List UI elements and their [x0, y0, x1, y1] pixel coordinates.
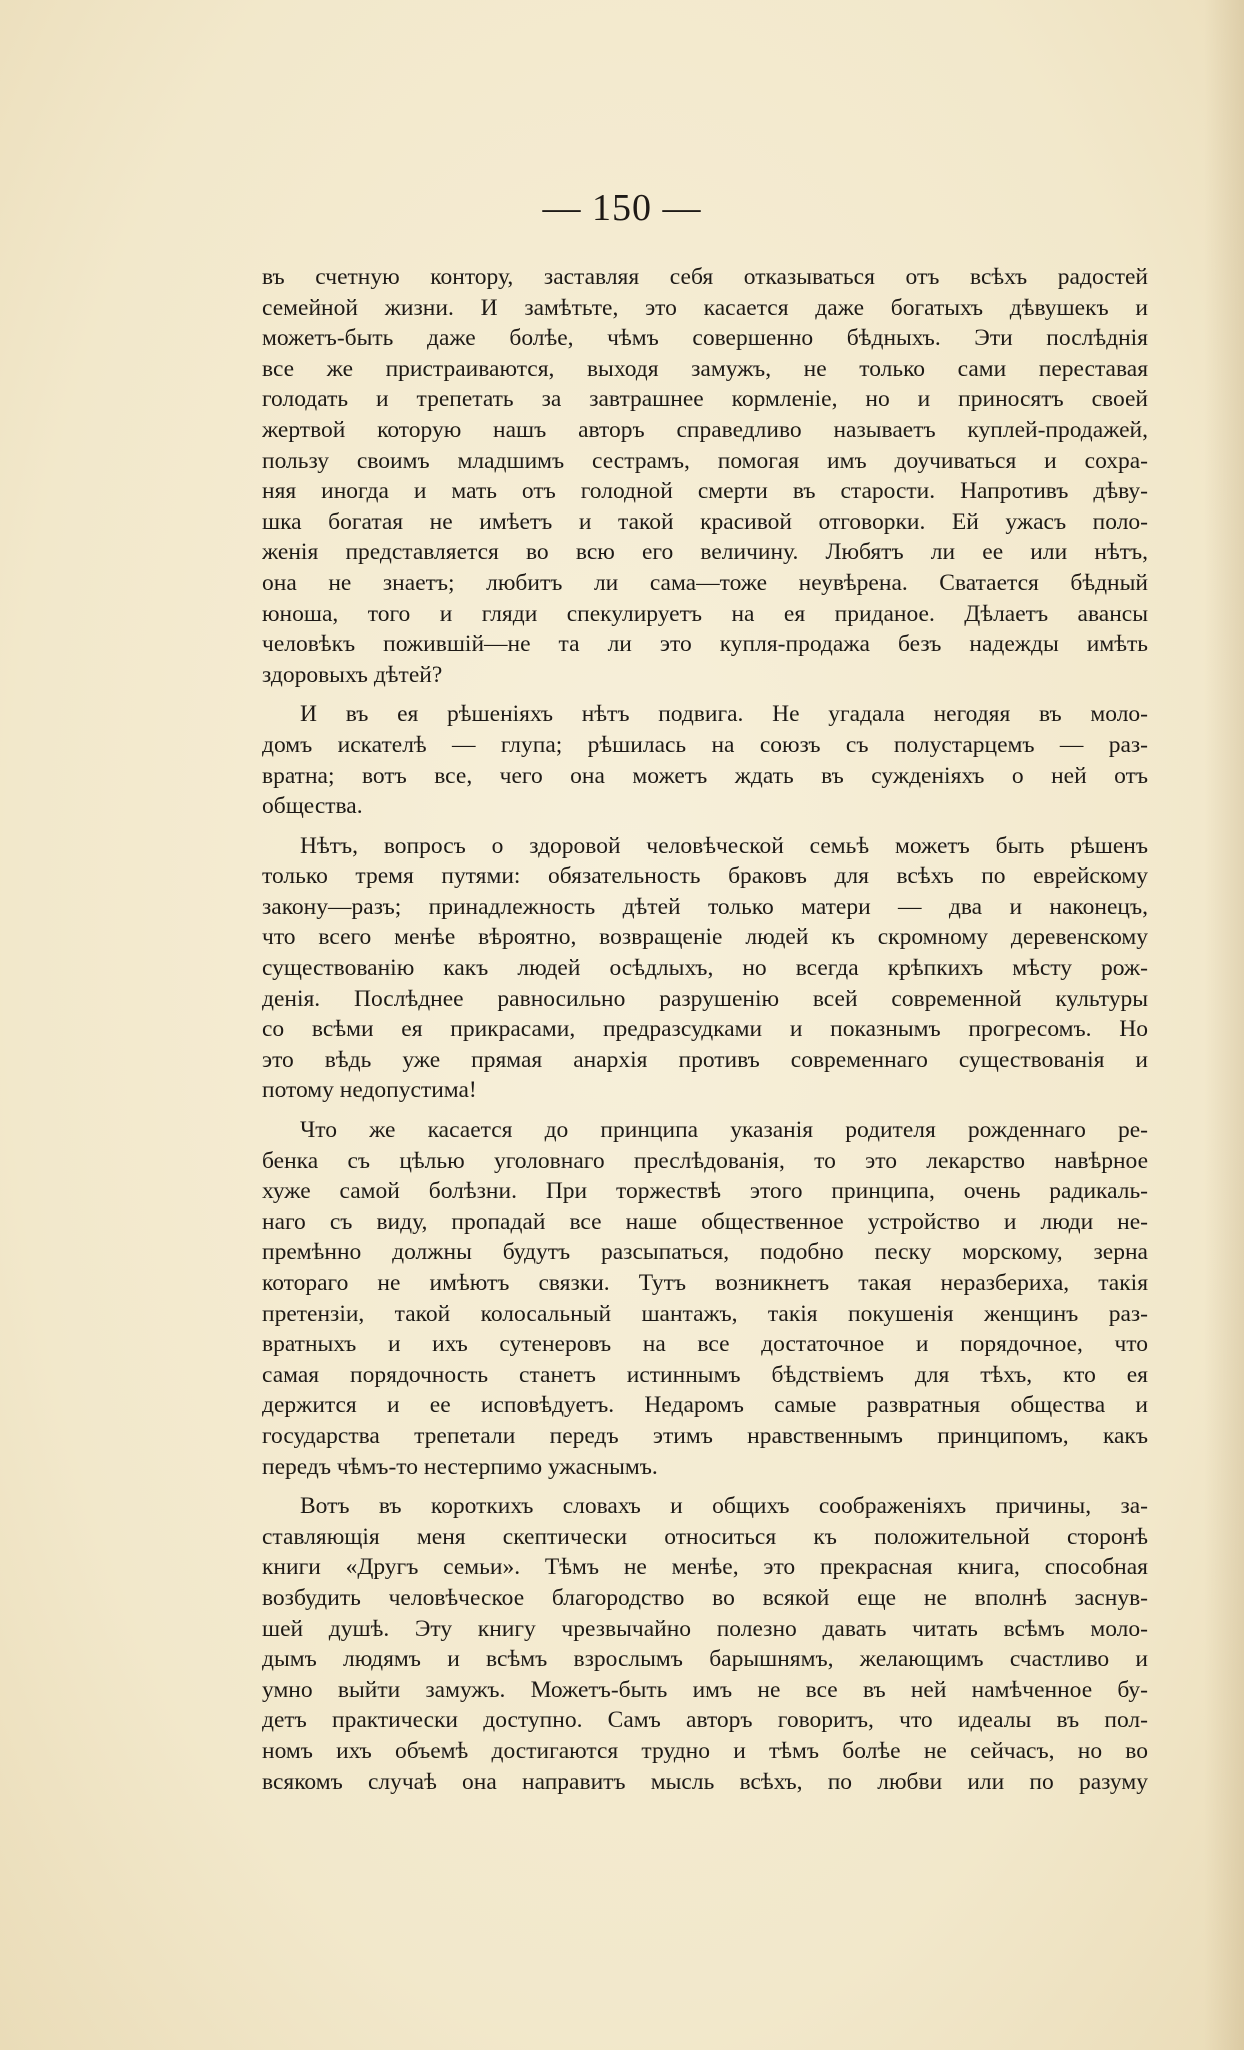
text-line: что всего менѣе вѣроятно, возвращеніе людей къ скромному деревенскому [262, 924, 1148, 951]
text-line: здоровыхъ дѣтей? [262, 661, 443, 688]
text-line: шей душѣ. Эту книгу чрезвычайно полезно давать читать всѣмъ моло- [262, 1615, 1148, 1642]
text-line: женія представляется во всю его величину. Любятъ ли ее или нѣтъ, [262, 539, 1148, 566]
text-line: это вѣдь уже прямая анархія противъ современнаго существованія и [262, 1046, 1148, 1073]
text-line: юноша, того и гляди спекулируетъ на ея приданое. Дѣлаетъ авансы [262, 600, 1148, 627]
text-line: человѣкъ пожившій—не та ли это купля-продажа безъ надежды имѣть [262, 631, 1148, 658]
text-line: въ счетную контору, заставляя себя отказываться отъ всѣхъ радостей [262, 264, 1148, 290]
text-line: вратна; вотъ все, чего она можетъ ждать въ сужденіяхъ о ней отъ [262, 762, 1148, 789]
text-line: детъ практически доступно. Самъ авторъ говоритъ, что идеалы въ пол- [262, 1707, 1148, 1734]
text-line: дымъ людямъ и всѣмъ взрослымъ барышнямъ, желающимъ счастливо и [262, 1646, 1148, 1673]
text-line: вратныхъ и ихъ сутенеровъ на все достаточное и порядочное, что [262, 1331, 1148, 1358]
body-text [262, 262, 1148, 1797]
text-line: И въ ея рѣшеніяхъ нѣтъ подвига. Не угадала негодяя въ моло- [300, 701, 1148, 728]
text-line: самая порядочность станетъ истиннымъ бѣдствіемъ для тѣхъ, кто ея [262, 1361, 1148, 1388]
text-line: бенка съ цѣлью уголовнаго преслѣдованія, то это лекарство навѣрное [262, 1147, 1148, 1174]
text-line: все же пристраиваются, выходя замужъ, не только сами переставая [262, 355, 1148, 382]
text-line: она не знаетъ; любитъ ли сама—тоже неувѣрена. Сватается бѣдный [262, 569, 1148, 596]
text-line: со всѣми ея прикрасами, предразсудками и показнымъ прогресомъ. Но [262, 1016, 1148, 1043]
paragraph [262, 831, 1148, 1106]
text-line: можетъ-быть даже болѣе, чѣмъ совершенно бѣдныхъ. Эти послѣднія [262, 325, 1148, 352]
text-line: потому недопустима! [262, 1077, 477, 1104]
text-line: хуже самой болѣзни. При торжествѣ этого принципа, очень радикаль- [262, 1178, 1148, 1205]
text-line: передъ чѣмъ-то нестерпимо ужаснымъ. [262, 1453, 658, 1480]
text-line: наго съ виду, пропадай все наше общественное устройство и люди не- [262, 1208, 1148, 1235]
text-line: всякомъ случаѣ она направитъ мысль всѣхъ, по любви или по разуму [262, 1768, 1148, 1795]
text-line: котораго не имѣютъ связки. Тутъ возникнетъ такая неразбериха, такія [262, 1270, 1148, 1296]
text-line: пользу своимъ младшимъ сестрамъ, помогая имъ доучиваться и сохра- [262, 447, 1148, 474]
text-line: номъ ихъ объемѣ достигаются трудно и тѣмъ болѣе не сейчасъ, но во [262, 1737, 1148, 1764]
paragraph [262, 1115, 1148, 1482]
text-line: Вотъ въ короткихъ словахъ и общихъ соображеніяхъ причины, за- [300, 1493, 1148, 1520]
text-line: книги «Другъ семьи». Тѣмъ не менѣе, это прекрасная книга, способная [262, 1554, 1148, 1581]
paragraph [262, 262, 1148, 690]
page-number: — 150 — [542, 187, 702, 229]
page-edge-shadow [1204, 0, 1244, 2050]
paragraph [262, 1491, 1148, 1797]
text-line: только тремя путями: обязательность браковъ для всѣхъ по еврейскому [262, 863, 1148, 890]
text-line: премѣнно должны будутъ разсыпаться, подобно песку морскому, зерна [262, 1239, 1148, 1266]
text-line: няя иногда и мать отъ голодной смерти въ старости. Напротивъ дѣву- [262, 478, 1148, 505]
text-line: Что же касается до принципа указанія родителя рожденнаго ре- [300, 1117, 1148, 1144]
text-line: существованію какъ людей осѣдлыхъ, но всегда крѣпкихъ мѣсту рож- [262, 955, 1148, 982]
text-line: голодать и трепетать за завтрашнее кормленіе, но и приносятъ своей [262, 386, 1148, 413]
text-line: ставляющія меня скептически относиться къ положительной сторонѣ [262, 1523, 1148, 1550]
text-line: семейной жизни. И замѣтьте, это касается даже богатыхъ дѣвушекъ и [262, 294, 1148, 321]
text-line: денія. Послѣднее равносильно разрушенію всей современной культуры [262, 985, 1148, 1012]
text-line: умно выйти замужъ. Можетъ-быть имъ не все въ ней намѣченное бу- [262, 1676, 1148, 1703]
text-line: претензіи, такой колосальный шантажъ, такія покушенія женщинъ раз- [262, 1300, 1148, 1327]
text-line: государства трепетали передъ этимъ нравственнымъ принципомъ, какъ [262, 1422, 1148, 1449]
paragraph [262, 699, 1148, 821]
text-line: домъ искателѣ — глупа; рѣшилась на союзъ съ полустарцемъ — раз- [262, 731, 1148, 758]
text-line: общества. [262, 793, 363, 820]
text-line: шка богатая не имѣетъ и такой красивой отговорки. Ей ужасъ поло- [262, 508, 1148, 535]
text-line: держится и ее исповѣдуетъ. Недаромъ самые развратныя общества и [262, 1392, 1148, 1419]
text-line: возбудить человѣческое благородство во всякой еще не вполнѣ заснув- [262, 1584, 1148, 1611]
text-line: закону—разъ; принадлежность дѣтей только матери — два и наконецъ, [262, 893, 1148, 920]
text-line: жертвой которую нашъ авторъ справедливо называетъ куплей-продажей, [262, 416, 1148, 443]
text-line: Нѣтъ, вопросъ о здоровой человѣческой семьѣ можетъ быть рѣшенъ [300, 832, 1148, 859]
